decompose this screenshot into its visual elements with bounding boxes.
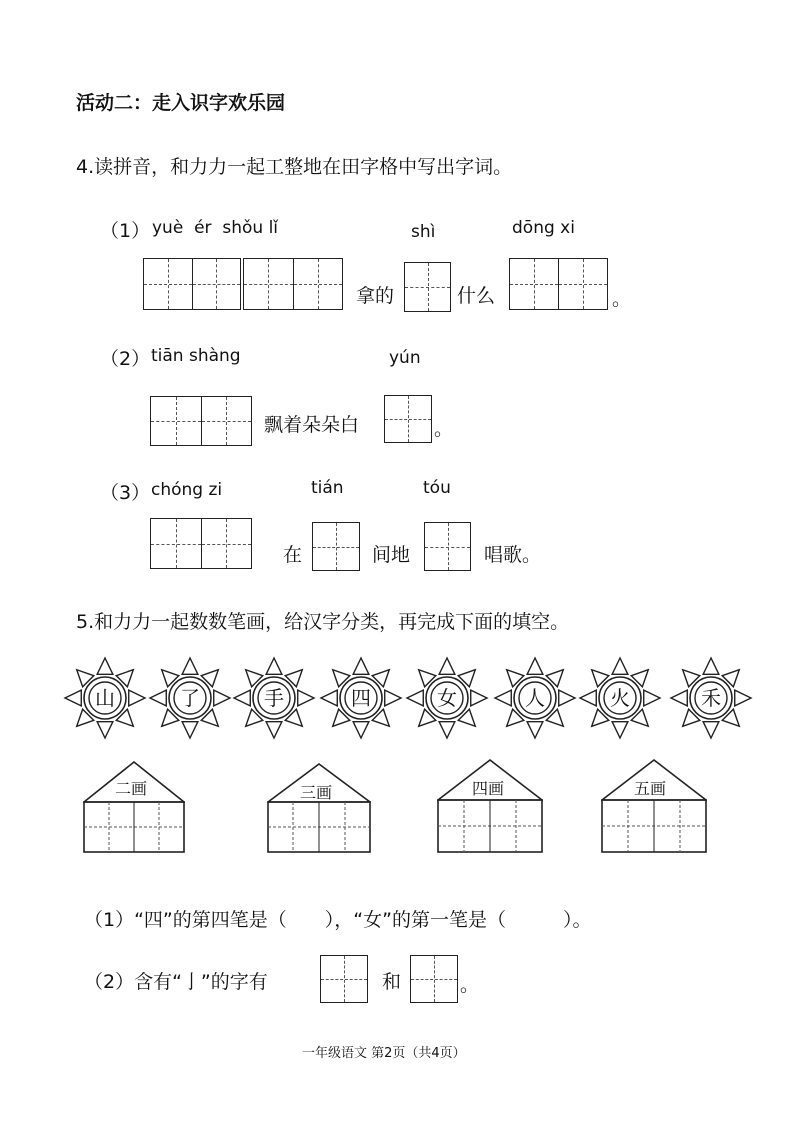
q4-item1-pinyin-2: shì — [411, 222, 436, 242]
q4-item3-number: （3） — [100, 482, 151, 504]
q5-sub2-writing-grid-a[interactable] — [320, 955, 368, 1003]
sun-ray — [439, 722, 455, 738]
q4-item1-pinyin-3: dōng xi — [512, 218, 575, 238]
sun-ray — [527, 722, 543, 738]
sun-character: 女 — [437, 686, 457, 710]
sun-ray — [298, 690, 314, 706]
house-wu-hua — [601, 758, 707, 856]
q4-item3-text-2: 间地 — [372, 544, 411, 566]
sun-ray — [495, 690, 511, 706]
sun-ray — [353, 658, 369, 674]
sun-character: 禾 — [701, 686, 721, 710]
sun-ray — [612, 658, 628, 674]
sun-ray — [97, 658, 113, 674]
q4-item2-number: （2） — [100, 348, 151, 370]
q4-item3-text-3: 唱歌。 — [484, 544, 542, 566]
q5-sub2-writing-grid-b[interactable] — [410, 955, 458, 1003]
sun-character: 人 — [525, 686, 545, 710]
sun-ray — [65, 690, 81, 706]
q4-item1-pinyin-1: yuè ér shǒu lǐ — [152, 218, 279, 238]
sun-ray — [559, 690, 575, 706]
q4-item3-writing-grid-b[interactable] — [312, 522, 360, 571]
page-footer: 一年级语文 第2页（共4页） — [302, 1046, 466, 1061]
sun-ray — [321, 690, 337, 706]
q5-sub2-label: （2）含有“亅”的字有 — [84, 971, 268, 993]
sun-ray — [671, 690, 687, 706]
q4-item3-pinyin-2: tián — [311, 478, 344, 498]
sun-ray — [214, 690, 230, 706]
sun-ray — [385, 690, 401, 706]
q5-sub2-end: 。 — [460, 974, 480, 996]
sun-ray — [471, 690, 487, 706]
house-er-hua — [83, 760, 185, 856]
q4-item3-pinyin-1: chóng zi — [151, 480, 223, 500]
house-er-hua-label: 二画 — [115, 779, 148, 798]
sun-badge — [147, 655, 233, 741]
sun-badge — [492, 655, 578, 741]
sun-ray — [644, 690, 660, 706]
sun-ray — [97, 722, 113, 738]
sun-ray — [703, 722, 719, 738]
q4-item1-text-3: 。 — [612, 288, 632, 310]
sun-ray — [439, 658, 455, 674]
sun-ray — [182, 722, 198, 738]
sun-ray — [266, 722, 282, 738]
sun-character: 山 — [95, 686, 115, 710]
q4-item2-text-2: 。 — [434, 418, 454, 440]
q4-item1-writing-grid-d[interactable] — [509, 258, 608, 310]
house-wu-hua-label: 五画 — [634, 779, 667, 798]
house-si-hua — [437, 758, 543, 856]
q4-item1-writing-grid-b[interactable] — [243, 258, 343, 310]
sun-ray — [234, 690, 250, 706]
q4-item1-writing-grid-a[interactable] — [143, 258, 241, 310]
sun-ray — [353, 722, 369, 738]
q5-sub1: （1）“四”的第四笔是（ ），“女”的第一笔是（ ）。 — [84, 909, 592, 931]
house-san-hua — [267, 762, 371, 856]
q4-item3-pinyin-3: tóu — [423, 478, 451, 498]
q4-item3-text-1: 在 — [283, 544, 303, 566]
question-5-prompt: 5.和力力一起数数笔画，给汉字分类，再完成下面的填空。 — [76, 611, 570, 633]
sun-badge — [62, 655, 148, 741]
q4-item1-text-2: 什么 — [457, 285, 496, 307]
q5-sub2-and: 和 — [382, 971, 402, 993]
sun-ray — [612, 722, 628, 738]
sun-ray — [150, 690, 166, 706]
q4-item2-pinyin-2: yún — [389, 348, 421, 368]
q4-item1-writing-grid-c[interactable] — [404, 262, 451, 312]
q4-item2-writing-grid-a[interactable] — [150, 396, 252, 446]
sun-badge — [318, 655, 404, 741]
q4-item2-writing-grid-b[interactable] — [384, 395, 432, 443]
q4-item3-writing-grid-c[interactable] — [424, 522, 471, 571]
sun-ray — [266, 658, 282, 674]
house-san-hua-label: 三画 — [300, 783, 333, 802]
sun-ray — [703, 658, 719, 674]
sun-badge — [577, 655, 663, 741]
sun-character: 四 — [351, 686, 371, 710]
sun-character: 了 — [180, 686, 200, 710]
sun-ray — [407, 690, 423, 706]
q4-item1-text-1: 拿的 — [356, 285, 395, 307]
sun-character: 手 — [264, 686, 284, 710]
sun-badge — [231, 655, 317, 741]
question-4-prompt: 4.读拼音，和力力一起工整地在田字格中写出字词。 — [76, 156, 513, 178]
q4-item2-pinyin-1: tiān shàng — [151, 346, 241, 366]
sun-badge — [404, 655, 490, 741]
q4-item1-number: （1） — [100, 220, 151, 242]
sun-ray — [182, 658, 198, 674]
section-title: 活动二：走入识字欢乐园 — [76, 92, 286, 114]
sun-badge — [668, 655, 754, 741]
sun-ray — [527, 658, 543, 674]
sun-ray — [580, 690, 596, 706]
q4-item3-writing-grid-a[interactable] — [150, 518, 252, 569]
q4-item2-text-1: 飘着朵朵白 — [264, 414, 360, 436]
sun-ray — [735, 690, 751, 706]
sun-ray — [129, 690, 145, 706]
sun-character: 火 — [610, 686, 630, 710]
house-si-hua-label: 四画 — [472, 779, 505, 798]
